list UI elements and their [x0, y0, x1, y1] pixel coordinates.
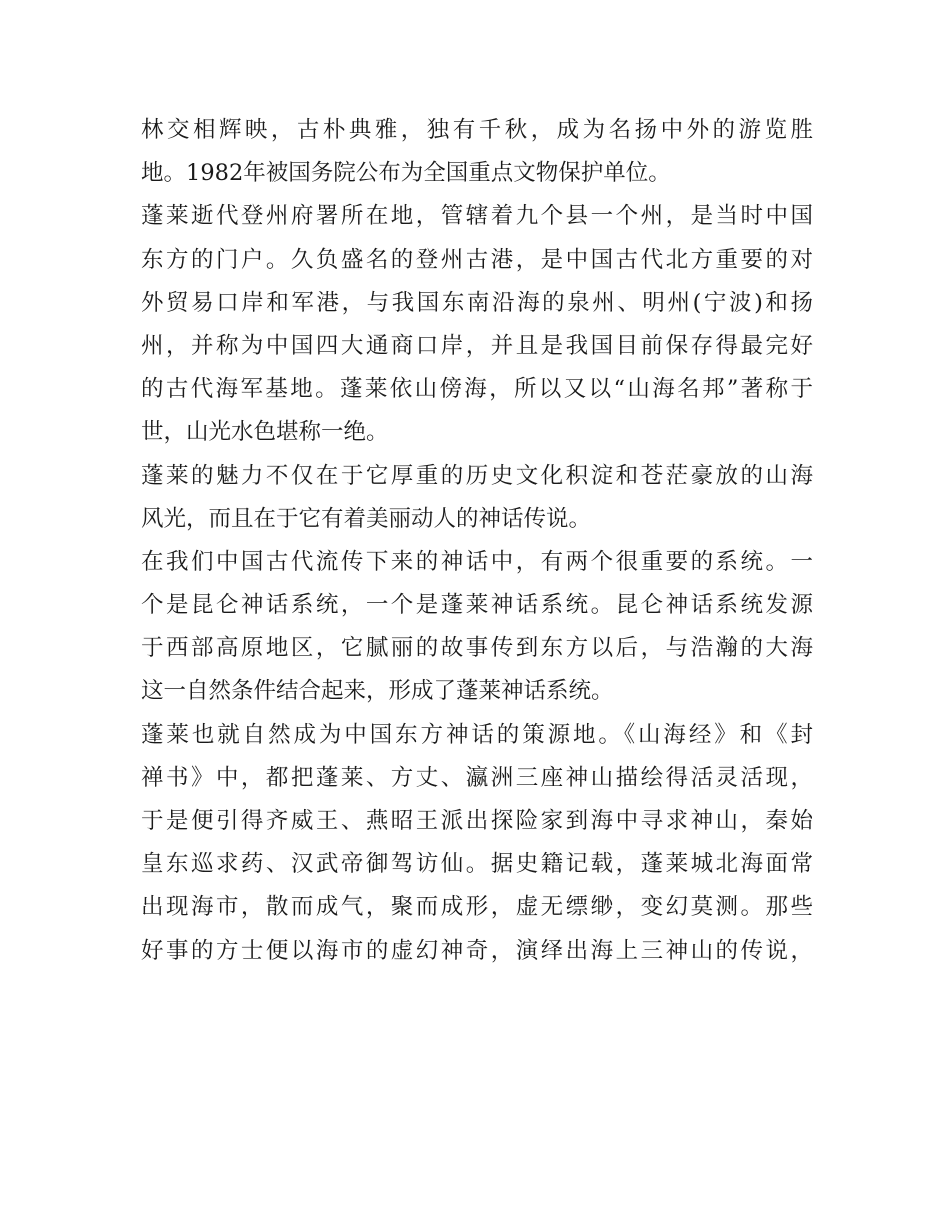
text-line: 州，并称为中国四大通商口岸，并且是我国目前保存得最完好 [141, 332, 813, 359]
text-line: 皇东巡求药、汉武帝御驾访仙。据史籍记载，蓬莱城北海面常 [141, 851, 813, 878]
paragraph [141, 541, 813, 714]
text-line: 蓬莱逝代登州府署所在地，管辖着九个县一个州，是当时中国 [141, 203, 813, 230]
text-line: 出现海市，散而成气，聚而成形，虚无缥缈，变幻莫测。那些 [141, 894, 813, 921]
paragraph [141, 714, 813, 973]
text-line: 林交相辉映，古朴典雅，独有千秋，成为名扬中外的游览胜 [141, 117, 813, 143]
paragraph [141, 195, 813, 454]
text-line: 世，山光水色堪称一绝。 [141, 419, 389, 446]
text-line: 在我们中国古代流传下来的神话中，有两个很重要的系统。一 [141, 548, 813, 575]
text-line: 这一自然条件结合起来，形成了蓬莱神话系统。 [141, 678, 614, 705]
text-line: 风光，而且在于它有着美丽动人的神话传说。 [141, 505, 592, 532]
text-line: 蓬莱也就自然成为中国东方神话的策源地。《山海经》和《封 [141, 721, 813, 748]
paragraph [141, 455, 813, 541]
text-line: 蓬莱的魅力不仅在于它厚重的历史文化积淀和苍茫豪放的山海 [141, 462, 813, 489]
paragraph [141, 109, 813, 195]
text-line: 东方的门户。久负盛名的登州古港，是中国古代北方重要的对 [141, 246, 813, 273]
text-line: 个是昆仑神话系统，一个是蓬莱神话系统。昆仑神话系统发源 [141, 592, 813, 619]
text-line: 地。1982年被国务院公布为全国重点文物保护单位。 [141, 160, 671, 187]
text-line: 的古代海军基地。蓬莱依山傍海，所以又以“山海名邦”著称于 [141, 376, 813, 403]
text-line: 禅书》中，都把蓬莱、方丈、瀛洲三座神山描绘得活灵活现， [141, 764, 813, 791]
body-text [141, 109, 813, 973]
text-line: 外贸易口岸和军港，与我国东南沿海的泉州、明州(宁波)和扬 [141, 289, 813, 316]
text-line: 于是便引得齐威王、燕昭王派出探险家到海中寻求神山，秦始 [141, 808, 813, 834]
text-line: 好事的方士便以海市的虚幻神奇，演绎出海上三神山的传说， [141, 937, 813, 964]
text-line: 于西部高原地区，它腻丽的故事传到东方以后，与浩瀚的大海 [141, 635, 813, 662]
